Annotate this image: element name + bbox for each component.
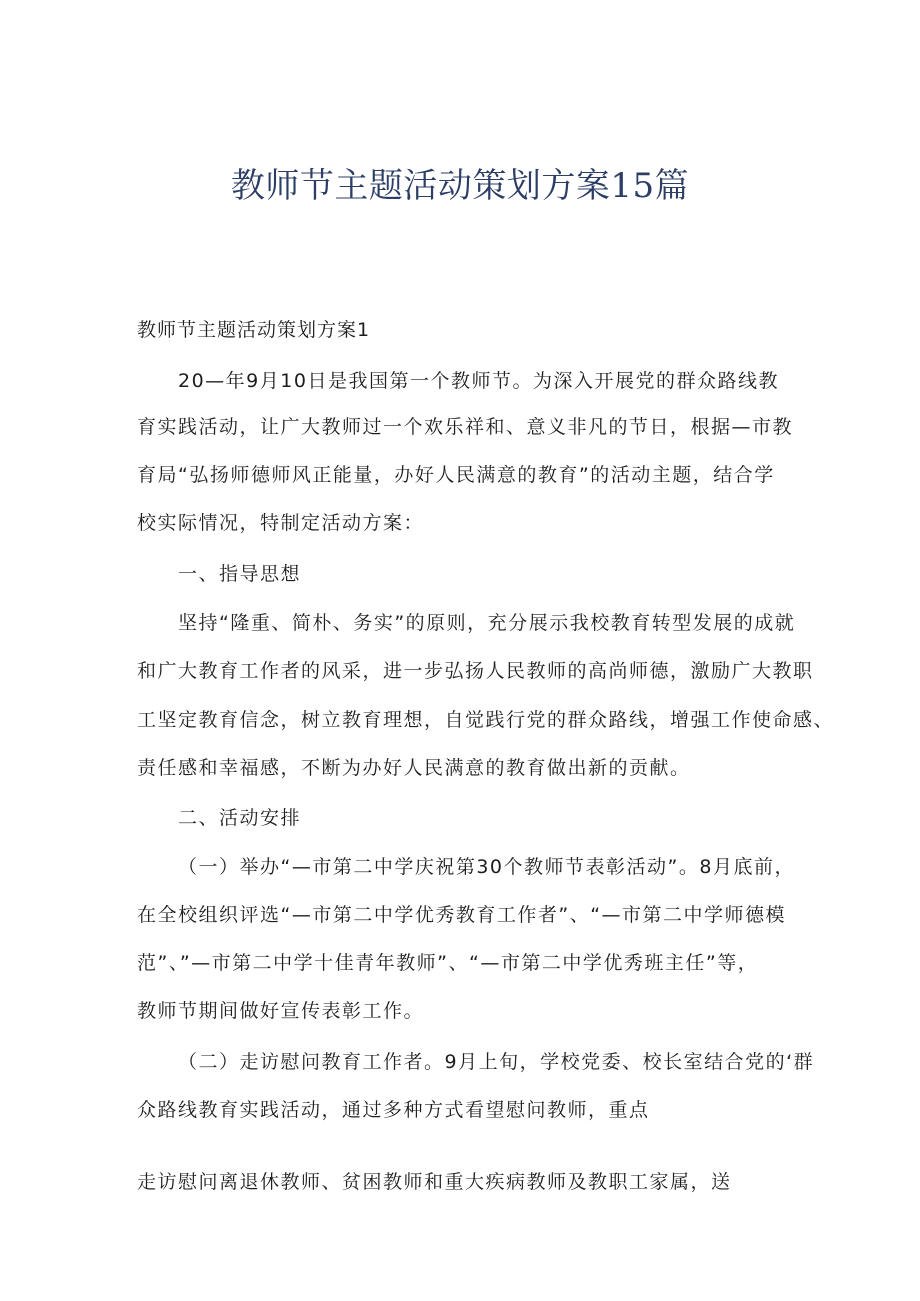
paragraph-line: 校实际情况，特制定活动方案： <box>137 512 425 534</box>
paragraph-line: 走访慰问离退休教师、贫困教师和重大疾病教师及教职工家属，送 <box>137 1171 732 1193</box>
paragraph-line: 工坚定教育信念，树立教育理想，自觉践行党的群众路线，增强工作使命感、 <box>137 709 835 731</box>
section-heading-guiding: 一、指导思想 <box>178 563 302 585</box>
paragraph-line: 育实践活动，让广大教师过一个欢乐祥和、意义非凡的节日，根据—市教 <box>137 416 794 438</box>
paragraph-line: 范”、”—市第二中学十佳青年教师”、“—市第二中学优秀班主任”等， <box>137 952 759 974</box>
paragraph-line: 在全校组织评选“—市第二中学优秀教育工作者”、“—市第二中学师德模 <box>137 904 787 926</box>
paragraph-line: 责任感和幸福感，不断为办好人民满意的教育做出新的贡献。 <box>137 757 691 779</box>
paragraph-line: 众路线教育实践活动，通过多种方式看望慰问教师，重点 <box>137 1099 650 1121</box>
document-title: 教师节主题活动策划方案15篇 <box>230 166 690 206</box>
paragraph-line: 和广大教育工作者的风采，进一步弘扬人民教师的高尚师德，激励广大教职 <box>137 660 814 682</box>
section-heading: 教师节主题活动策划方案1 <box>137 319 371 341</box>
paragraph-line: 育局“弘扬师德师风正能量，办好人民满意的教育”的活动主题，结合学 <box>137 464 775 486</box>
paragraph-line: 教师节期间做好宣传表彰工作。 <box>137 1000 425 1022</box>
section-heading-arrangement: 二、活动安排 <box>178 807 302 829</box>
paragraph-line: 坚持“隆重、简朴、务实”的原则，充分展示我校教育转型发展的成就 <box>178 612 796 634</box>
paragraph-line: 20—年9月10日是我国第一个教师节。为深入开展党的群众路线教 <box>178 370 779 392</box>
paragraph-line: （二）走访慰问教育工作者。9月上旬，学校党委、校长室结合党的‘群 <box>178 1051 815 1073</box>
paragraph-line: （一）举办“—市第二中学庆祝第30个教师节表彰活动”。8月底前， <box>178 856 795 878</box>
